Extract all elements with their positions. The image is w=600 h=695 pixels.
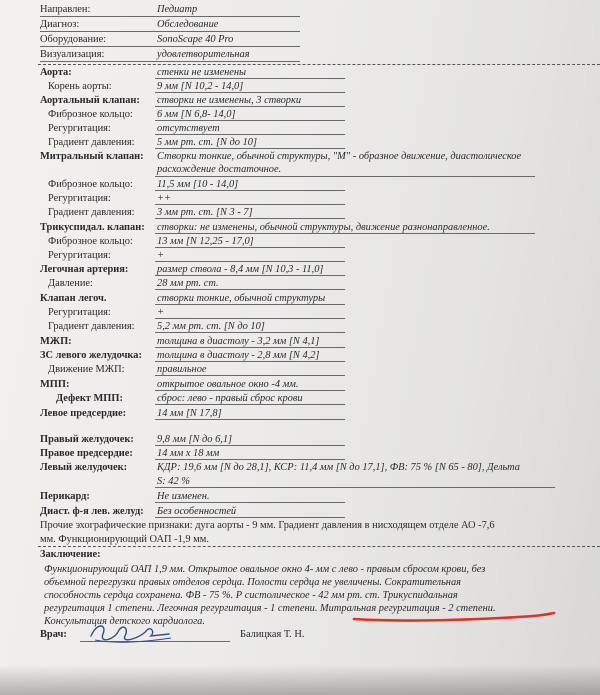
measurement-row: Трикуспидал. клапан: створки: не изменены, обычной структуры, движение разнонаправленное. (40, 222, 490, 233)
value-underline (155, 459, 345, 460)
value-underline (155, 120, 345, 121)
measurement-row: Клапан легоч. створки тонкие, обычной структуры (40, 293, 326, 304)
measurement-row: Градиент давления: 5 мм рт. ст. [N до 10] (48, 137, 258, 148)
conclusion-line: объемной перегрузки правых отделов сердца. Полости сердца не увеличены. Сократительная (44, 577, 461, 588)
measurement-row: Градиент давления: 3 мм рт. ст. [N 3 - 7] (48, 207, 253, 218)
value-underline (155, 233, 535, 234)
red-underline-annotation (350, 607, 560, 625)
other-findings-line: мм. Функционирующий ОАП -1,9 мм. (40, 534, 209, 545)
measurement-row: Легочная артерия: размер ствола - 8,4 мм [N 10,3 - 11,0] (40, 264, 324, 275)
measurement-row: Давление: 28 мм рт. ст. (48, 278, 219, 289)
doctor-row: Врач: Балицкая Т. Н. (40, 629, 305, 640)
value-underline (155, 218, 345, 219)
measurement-row: Регургитация: + (48, 307, 165, 318)
header-underline (40, 46, 300, 47)
value-underline (155, 361, 345, 362)
conclusion-line: способность сердца сохранена. ФВ - 75 %. Р систолическое - 42 мм рт. ст. Трикуспидальная (44, 590, 458, 601)
measurement-row: Градиент давления: 5,2 мм рт. ст. [N до 10] (48, 321, 265, 332)
value-underline (155, 318, 345, 319)
signature-image (85, 618, 175, 646)
measurement-row: Регургитация: отсутствует (48, 123, 220, 134)
value-underline (155, 289, 345, 290)
value-underline (155, 445, 345, 446)
header-underline (40, 61, 300, 62)
header-diagnosis: Диагноз: Обследование (40, 19, 219, 30)
measurement-row: МЖП: толщина в диастолу - 3,2 мм [N 4,1] (40, 336, 320, 347)
measurement-row: Корень аорты: 9 мм [N 10,2 - 14,0] (48, 81, 244, 92)
value-underline (155, 261, 345, 262)
value-underline (155, 247, 345, 248)
measurement-row: Регургитация: + (48, 250, 165, 261)
measurement-row: Аортальный клапан: створки не изменены, 3 створки (40, 95, 302, 106)
value-underline (155, 275, 345, 276)
value-underline (155, 332, 345, 333)
measurement-row: Левое предсердие: 14 мм [N 17,8] (40, 408, 222, 419)
header-referred: Направлен: Педиатр (40, 4, 198, 15)
measurement-row: Регургитация: ++ (48, 193, 172, 204)
section-divider (38, 64, 600, 65)
conclusion-line: регургитация 1 степени. Легочная регургитация - 1 степени. Митральная регургитация - 2 степени. (44, 603, 496, 614)
section-divider (38, 546, 600, 547)
conclusion-title: Заключение: (40, 549, 101, 560)
measurement-row: Фиброзное кольцо: 11,5 мм [10 - 14,0] (48, 179, 239, 190)
value-underline (155, 419, 345, 420)
header-underline (40, 16, 300, 17)
measurement-row: S: 42 % (157, 476, 190, 487)
value-underline (155, 176, 535, 177)
header-underline (40, 31, 300, 32)
value-underline (155, 304, 345, 305)
value-underline (155, 517, 345, 518)
measurement-row: ЗС левого желудочка: толщина в диастолу - 2,8 мм [N 4,2] (40, 350, 320, 361)
measurement-row: Фиброзное кольцо: 6 мм [N 6,8- 14,0] (48, 109, 236, 120)
measurement-row: Правый желудочек: 9,8 мм [N до 6,1] (40, 434, 233, 445)
value-underline (155, 390, 345, 391)
value-underline (155, 92, 345, 93)
value-underline (155, 106, 345, 107)
measurement-row: Перикард: Не изменен. (40, 491, 210, 502)
value-underline (155, 347, 345, 348)
value-underline (155, 404, 345, 405)
value-underline (155, 487, 555, 488)
measurement-row: расхождение достаточное. (157, 164, 282, 175)
conclusion-line: Функционирующий ОАП 1,9 мм. Открытое овальное окно 4- мм с лево - правым сбросом крови, без (44, 564, 486, 575)
measurement-row: Правое предсердие: 14 мм x 18 мм (40, 448, 220, 459)
value-underline (155, 78, 345, 79)
conclusion-line: Консультация детского кардиолога. (44, 616, 205, 627)
value-underline (155, 204, 345, 205)
measurement-row: Дефект МПП: сброс: лево - правый сброс крови (56, 393, 303, 404)
header-visualization: Визуализация: удовлетворительная (40, 49, 250, 60)
measurement-row: Движение МЖП: правильное (48, 364, 207, 375)
header-equipment: Оборудование: SonoScape 40 Pro (40, 34, 234, 45)
value-underline (155, 190, 345, 191)
value-underline (155, 375, 345, 376)
value-underline (155, 134, 345, 135)
measurement-row: Левый желудочек: КДР: 19,6 мм [N до 28,1], КСР: 11,4 мм [N до 17,1], ФВ: 75 % [N 65 - 80], Дельта (40, 462, 520, 473)
value-underline (155, 148, 345, 149)
other-findings-line: Прочие эхографические признаки: дуга аорты - 9 мм. Градиент давления в нисходящем отделе АО -7,6 (40, 520, 495, 531)
measurement-row: Диаст. ф-я лев. желуд: Без особенностей (40, 506, 237, 517)
measurement-row: МПП: открытое овальное окно -4 мм. (40, 379, 299, 390)
measurement-row: Митральный клапан: Створки тонкие, обычной структуры, "М" - образное движение, диастолическое (40, 151, 522, 162)
measurement-row: Аорта: стенки не изменены (40, 67, 247, 78)
bottom-shadow (0, 665, 600, 695)
value-underline (155, 502, 345, 503)
measurement-row: Фиброзное кольцо: 13 мм [N 12,25 - 17,0] (48, 236, 254, 247)
